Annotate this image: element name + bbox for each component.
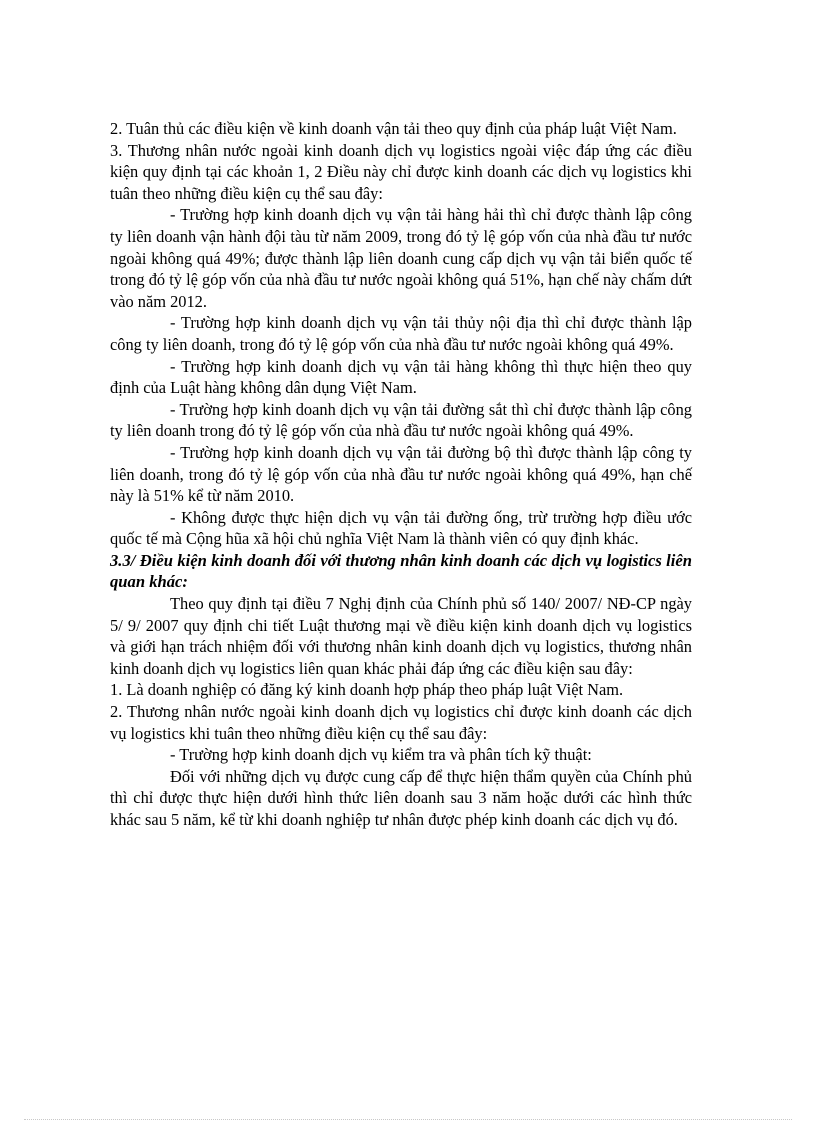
document-body — [110, 118, 692, 831]
paragraph-government-services: Đối với những dịch vụ được cung cấp để thực hiện thẩm quyền của Chính phủ thì chỉ được thực hiện dưới hình thức liên doanh sau 3 năm hoặc dưới các hình thức khác sau 5 năm, kể từ khi doanh nghiệp tư nhân được phép kinh doanh các dịch vụ đó. — [110, 766, 692, 829]
paragraph-decree-140: Theo quy định tại điều 7 Nghị định của Chính phủ số 140/ 2007/ NĐ-CP ngày 5/ 9/ 2007 quy định chi tiết Luật thương mại về điều kiện kinh doanh dịch vụ logistics và giới hạn trách nhiệm đối với thương nhân kinh doanh dịch vụ logistics, thương nhân kinh doanh dịch vụ logistics liên quan khác phải đáp ứng các điều kiện sau đây: — [110, 594, 692, 678]
paragraph-air-transport: - Trường hợp kinh doanh dịch vụ vận tải hàng không thì thực hiện theo quy định của Luật hàng không dân dụng Việt Nam. — [110, 356, 692, 398]
paragraph-technical-inspection: - Trường hợp kinh doanh dịch vụ kiểm tra và phân tích kỹ thuật: — [170, 745, 592, 765]
paragraph-transport-compliance: 2. Tuân thủ các điều kiện về kinh doanh vận tải theo quy định của pháp luật Việt Nam. — [110, 119, 677, 138]
paragraph-foreign-trader-related: 2. Thương nhân nước ngoài kinh doanh dịch vụ logistics chỉ được kinh doanh các dịch vụ logistics khi tuân theo những điều kiện cụ thể sau đây: — [110, 702, 692, 743]
paragraph-rail-transport: - Trường hợp kinh doanh dịch vụ vận tải đường sắt thì chỉ được thành lập công ty liên doanh trong đó tỷ lệ góp vốn của nhà đầu tư nước ngoài không quá 49%. — [110, 399, 692, 441]
paragraph-pipeline-transport: - Không được thực hiện dịch vụ vận tải đường ống, trừ trường hợp điều ước quốc tế mà Cộng hũa xã hội chủ nghĩa Việt Nam là thành viên có quy định khác. — [110, 507, 692, 549]
paragraph-maritime-transport: - Trường hợp kinh doanh dịch vụ vận tải hàng hải thì chỉ được thành lập công ty liên doanh vận hành đội tàu từ năm 2009, trong đó tỷ lệ góp vốn của nhà đầu tư nước ngoài không quá 49%; được thành lập liên doanh cung cấp dịch vụ vận tải biển quốc tế trong đó tỷ lệ góp vốn của nhà đầu tư nước ngoài không quá 51%, hạn chế này chấm dứt vào năm 2012. — [110, 205, 692, 311]
section-heading-3-3: 3.3/ Điều kiện kinh doanh đối với thương nhân kinh doanh các dịch vụ logistics liên quan khác: — [110, 550, 692, 592]
paragraph-road-transport: - Trường hợp kinh doanh dịch vụ vận tải đường bộ thì được thành lập công ty liên doanh, trong đó tỷ lệ góp vốn của nhà đầu tư nước ngoài không quá 49%, hạn chế này là 51% kể từ năm 2010. — [110, 442, 692, 506]
paragraph-legal-registration: 1. Là doanh nghiệp có đăng ký kinh doanh hợp pháp theo pháp luật Việt Nam. — [110, 680, 624, 700]
page-bottom-divider — [24, 1119, 792, 1120]
paragraph-inland-waterway-transport: - Trường hợp kinh doanh dịch vụ vận tải thủy nội địa thì chỉ được thành lập công ty liên doanh, trong đó tỷ lệ góp vốn của nhà đầu tư nước ngoài không quá 49%. — [110, 313, 692, 354]
paragraph-foreign-trader-conditions: 3. Thương nhân nước ngoài kinh doanh dịch vụ logistics ngoài việc đáp ứng các điều kiện quy định tại các khoản 1, 2 Điều này chỉ được kinh doanh các dịch vụ logistics khi tuân theo những điều kiện cụ thể sau đây: — [110, 140, 692, 203]
